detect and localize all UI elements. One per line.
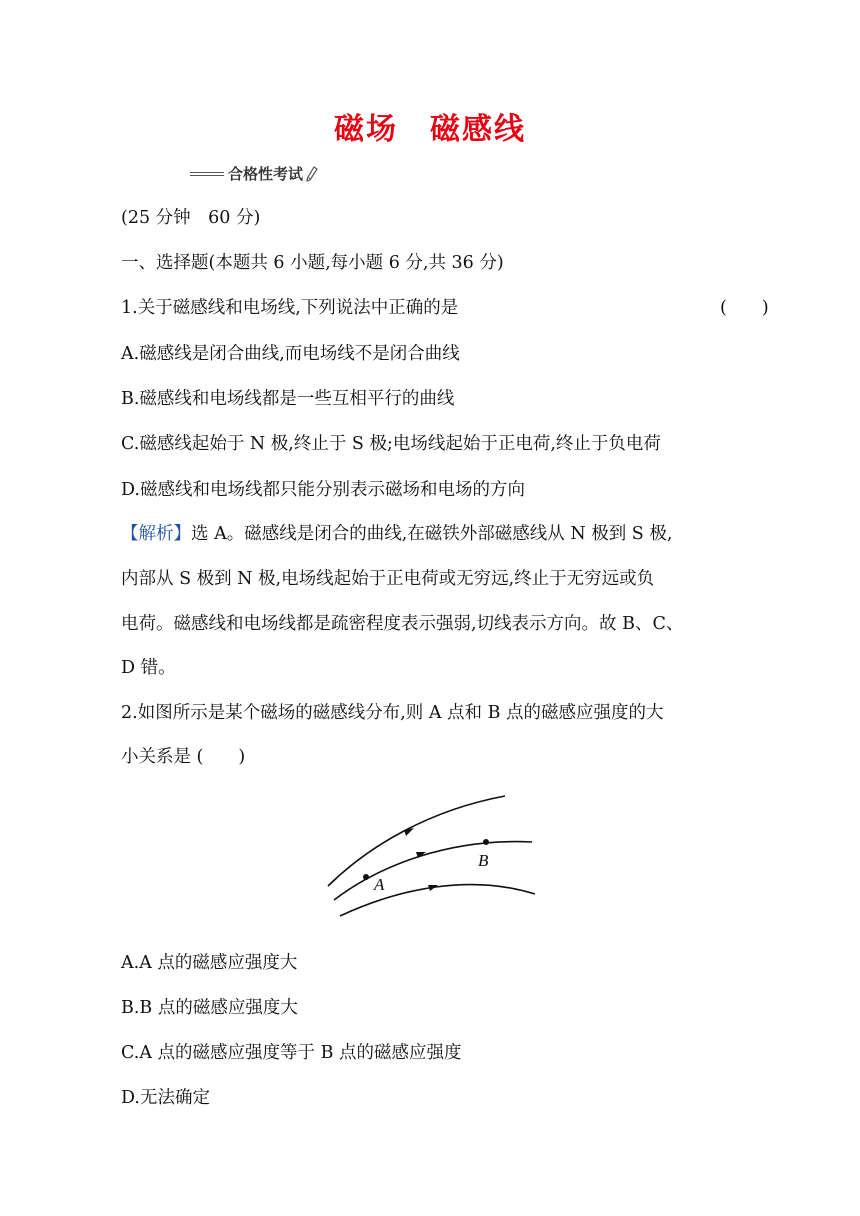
arrow-top xyxy=(404,828,414,836)
q1-stem: 1.关于磁感线和电场线,下列说法中正确的是 xyxy=(121,298,459,318)
dash-line xyxy=(190,172,224,176)
q1-option-d: D.磁感线和电场线都只能分别表示磁场和电场的方向 xyxy=(121,480,525,500)
q1-analysis-line-2: 内部从 S 极到 N 极,电场线起始于正电荷或无穷远,终止于无穷远或负 xyxy=(121,569,655,589)
q2-option-b: B.B 点的磁感应强度大 xyxy=(121,998,298,1018)
q1-analysis-line-3: 电荷。磁感线和电场线都是疏密程度表示强弱,切线表示方向。故 B、C、 xyxy=(121,614,684,634)
q1-option-c: C.磁感线起始于 N 极,终止于 S 极;电场线起始于正电荷,终止于负电荷 xyxy=(121,434,661,454)
time-score: (25 分钟 60 分) xyxy=(121,208,261,228)
q2-stem-line-1: 2.如图所示是某个磁场的磁感线分布,则 A 点和 B 点的磁感应强度的大 xyxy=(121,703,664,723)
analysis-tag: 【解析】 xyxy=(121,524,191,544)
q2-option-d: D.无法确定 xyxy=(121,1088,210,1108)
arrow-bottom xyxy=(428,885,438,891)
q1-answer-paren: ( ) xyxy=(720,298,769,318)
q2-stem-line-2: 小关系是 ( ) xyxy=(121,747,246,767)
analysis-text-1: 选 A。磁感线是闭合的曲线,在磁铁外部磁感线从 N 极到 S 极, xyxy=(191,524,673,544)
section-tag xyxy=(190,163,318,184)
field-line-middle xyxy=(334,842,532,900)
magnetic-field-lines-figure xyxy=(320,790,550,920)
field-line-bottom xyxy=(340,885,535,916)
q1-option-b: B.磁感线和电场线都是一些互相平行的曲线 xyxy=(121,389,455,409)
q1-analysis-line-4: D 错。 xyxy=(121,658,176,678)
label-a: A xyxy=(374,875,385,894)
point-a xyxy=(363,874,369,880)
part-heading: 一、选择题(本题共 6 小题,每小题 6 分,共 36 分) xyxy=(121,253,504,273)
q2-option-c: C.A 点的磁感应强度等于 B 点的磁感应强度 xyxy=(121,1043,462,1063)
point-b xyxy=(483,839,489,845)
page-title: 磁场 磁感线 xyxy=(334,112,526,147)
label-b: B xyxy=(478,851,489,870)
pencil-icon xyxy=(306,166,318,182)
q1-analysis-line-1 xyxy=(121,522,672,546)
q2-option-a: A.A 点的磁感应强度大 xyxy=(121,953,298,973)
field-line-top xyxy=(328,796,505,886)
q1-option-a: A.磁感线是闭合曲线,而电场线不是闭合曲线 xyxy=(121,344,460,364)
section-tag-label: 合格性考试 xyxy=(228,165,304,183)
